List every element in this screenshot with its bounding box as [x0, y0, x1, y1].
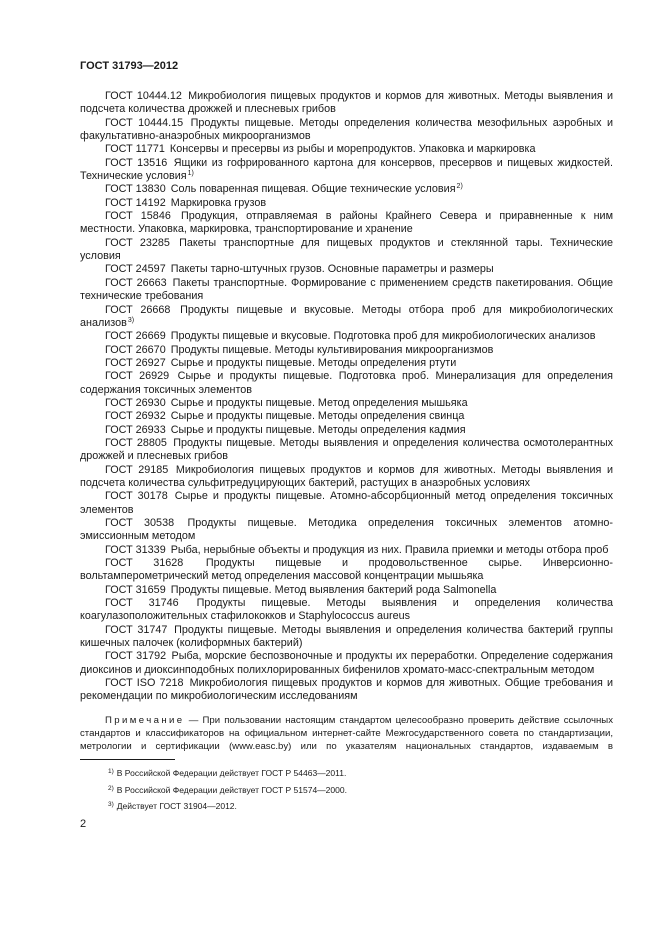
reference-title: Продукция, отправляемая в районы Крайнего Севера и приравненные к ним местности. Упаковка, маркировка, транспортирование и хранение — [80, 210, 614, 236]
reference-title: Сырье и продукты пищевые. Подготовка проб. Минерализация для определения содержания токсичных элементов — [80, 370, 613, 396]
reference-item — [80, 650, 613, 677]
reference-title: Продукты пищевые. Метод выявления бактерий рода Salmonella — [170, 583, 497, 596]
reference-item — [80, 517, 613, 544]
reference-code: ГОСТ 30178 — [105, 490, 168, 503]
footnote-mark: 2) — [108, 784, 114, 792]
reference-code: ГОСТ 26927 — [105, 356, 166, 369]
reference-item — [80, 210, 613, 237]
reference-item — [80, 357, 613, 370]
reference-title: Продукты пищевые. Методы выявления и определения количества бактерий группы кишечных палочек (колиформных бактерий) — [80, 623, 613, 650]
footnote-mark: 1) — [108, 768, 114, 776]
reference-code: ГОСТ 29185 — [105, 463, 169, 476]
footnote-text: Действует ГОСТ 31904—2012. — [116, 801, 237, 812]
reference-item — [80, 197, 613, 210]
reference-item — [80, 397, 613, 410]
reference-code: ГОСТ 13516 — [105, 156, 168, 169]
footnote-ref-mark: 2) — [456, 183, 463, 191]
reference-item — [80, 490, 613, 517]
footnote-text: В Российской Федерации действует ГОСТ Р 54463—2011. — [116, 768, 347, 779]
reference-code: ГОСТ 15846 — [105, 210, 171, 223]
reference-code: ГОСТ 26668 — [105, 303, 171, 316]
reference-item — [80, 437, 613, 464]
reference-item — [80, 117, 613, 144]
reference-item — [80, 424, 613, 437]
reference-code: ГОСТ 31746 — [105, 597, 179, 610]
reference-code: ГОСТ 14192 — [105, 196, 166, 209]
reference-title: Сырье и продукты пищевые. Метод определения мышьяка — [170, 396, 468, 409]
reference-title: Продукты пищевые. Методы определения количества мезофильных аэробных и факультативно-анаэробных микроорганизмов — [80, 116, 613, 143]
reference-item — [80, 344, 613, 357]
reference-item — [80, 464, 613, 491]
reference-code: ГОСТ 11771 — [105, 143, 165, 156]
reference-title: Продукты пищевые. Методы выявления и определения количества осмотолерантных дрожжей и плесневых грибов — [80, 436, 613, 463]
reference-title: Продукты пищевые. Методы выявления и определения количества коагулазоположительных стафилококков и Staphylococcus aureus — [80, 597, 614, 623]
reference-code: ГОСТ 10444.12 — [105, 90, 182, 102]
reference-code: ГОСТ ISO 7218 — [105, 677, 184, 690]
reference-item — [80, 544, 613, 557]
reference-code: ГОСТ 26930 — [105, 396, 166, 409]
page-content — [80, 90, 613, 831]
reference-title: Рыба, морские беспозвоночные и продукты их переработки. Определение содержания диоксинов и диоксинподобных полихлорированных бифенилов хромато-масс-спектральным методом — [80, 650, 614, 676]
note-paragraph — [80, 714, 613, 753]
reference-title: Пакеты тарно-штучных грузов. Основные параметры и размеры — [170, 263, 494, 276]
reference-title: Продукты пищевые. Методы культивирования микроорганизмов — [170, 343, 494, 356]
reference-code: ГОСТ 26670 — [105, 343, 166, 356]
reference-item — [80, 584, 613, 597]
footnote-text: В Российской Федерации действует ГОСТ Р 51574—2000. — [116, 784, 347, 795]
reference-code: ГОСТ 26929 — [105, 370, 170, 383]
reference-item — [80, 90, 613, 117]
footnote-ref-mark: 3) — [127, 316, 135, 324]
reference-code: ГОСТ 26669 — [105, 330, 166, 343]
reference-title: Микробиология пищевых продуктов и кормов для животных. Общие требования и рекомендации по микробиологическим исследованиям — [80, 677, 613, 703]
reference-code: ГОСТ 26932 — [105, 410, 166, 423]
reference-title: Консервы и пресервы из рыбы и морепродуктов. Упаковка и маркировка — [169, 143, 536, 156]
reference-item — [80, 677, 613, 704]
reference-item — [80, 624, 613, 651]
reference-title: Сырье и продукты пищевые. Методы определения ртути — [170, 356, 457, 369]
reference-title: Пакеты транспортные. Формирование с применением средств пакетирования. Общие технические требования — [80, 276, 613, 303]
reference-code: ГОСТ 13830 — [105, 183, 166, 196]
document-code-header: ГОСТ 31793—2012 — [80, 60, 179, 72]
note-label: Примечание — [105, 714, 185, 726]
reference-item — [80, 143, 613, 156]
reference-title: Микробиология пищевых продуктов и кормов для животных. Методы выявления и подсчета количества дрожжей и плесневых грибов — [80, 90, 613, 116]
normative-references-list — [80, 90, 613, 704]
reference-title: Микробиология пищевых продуктов и кормов для животных. Методы выявления и подсчета количества сульфитредуцирующих бактерий, растущих в анаэробных условиях — [80, 463, 613, 489]
reference-item — [80, 330, 613, 343]
reference-item — [80, 304, 613, 331]
reference-item — [80, 157, 613, 184]
page-number: 2 — [80, 817, 87, 830]
reference-code: ГОСТ 24597 — [105, 263, 166, 276]
reference-item — [80, 277, 613, 304]
reference-title: Ящики из гофрированного картона для консервов, пресервов и пищевых жидкостей. Технические условия — [80, 156, 614, 183]
reference-code: ГОСТ 23285 — [105, 236, 170, 249]
reference-title: Продукты пищевые и вкусовые. Подготовка проб для микробиологических анализов — [170, 330, 596, 343]
reference-title: Продукты пищевые и продовольственное сырье. Инверсионно-вольтамперометрический метод определения массовой концентрации мышьяка — [80, 557, 614, 583]
reference-item — [80, 557, 613, 584]
reference-item — [80, 597, 613, 624]
reference-title: Сырье и продукты пищевые. Методы определения свинца — [170, 410, 465, 423]
reference-code: ГОСТ 26663 — [105, 276, 167, 289]
footnote-item — [80, 798, 613, 815]
reference-code: ГОСТ 28805 — [105, 436, 167, 449]
reference-title: Сырье и продукты пищевые. Атомно-абсорбционный метод определения токсичных элементов — [80, 490, 613, 516]
reference-code: ГОСТ 31339 — [105, 543, 166, 556]
reference-title: Маркировка грузов — [170, 196, 267, 209]
reference-code: ГОСТ 26933 — [105, 423, 166, 436]
reference-code: ГОСТ 31628 — [105, 557, 184, 570]
reference-item — [80, 183, 613, 196]
reference-item — [80, 237, 613, 264]
footnote-item — [80, 765, 613, 782]
reference-code: ГОСТ 10444.15 — [105, 116, 184, 129]
reference-title: Сырье и продукты пищевые. Методы определения кадмия — [170, 423, 466, 436]
reference-code: ГОСТ 31792 — [105, 650, 167, 663]
reference-title: Рыба, нерыбные объекты и продукция из них. Правила приемки и методы отбора проб — [170, 543, 609, 556]
reference-code: ГОСТ 31747 — [105, 623, 168, 636]
reference-title: Соль поваренная пищевая. Общие технические условия — [170, 183, 456, 196]
reference-item — [80, 410, 613, 423]
footnote-ref-mark: 1) — [187, 170, 194, 178]
reference-title: Продукты пищевые и вкусовые. Методы отбора проб для микробиологических анализов — [80, 303, 613, 329]
reference-title: Продукты пищевые. Методика определения токсичных элементов атомно-эмиссионным методом — [80, 517, 614, 543]
reference-title: Пакеты транспортные для пищевых продуктов и стеклянной тары. Технические условия — [80, 236, 613, 263]
footnote-separator — [80, 759, 175, 760]
footnotes — [80, 765, 613, 815]
reference-code: ГОСТ 30538 — [105, 517, 175, 529]
reference-item — [80, 263, 613, 276]
reference-code: ГОСТ 31659 — [105, 583, 166, 596]
note-text: — При пользовании настоящим стандартом целесообразно проверить действие ссылочных стандартов и классификаторов на официальном интернет-сайте Межгосударственного совета по стандартизации, метрологии и сертификации (www.easc.by) или по указателям национальных стандартов, издаваемым в — [80, 714, 614, 752]
footnote-mark: 3) — [108, 801, 114, 809]
reference-item — [80, 370, 613, 397]
footnote-item — [80, 782, 613, 799]
